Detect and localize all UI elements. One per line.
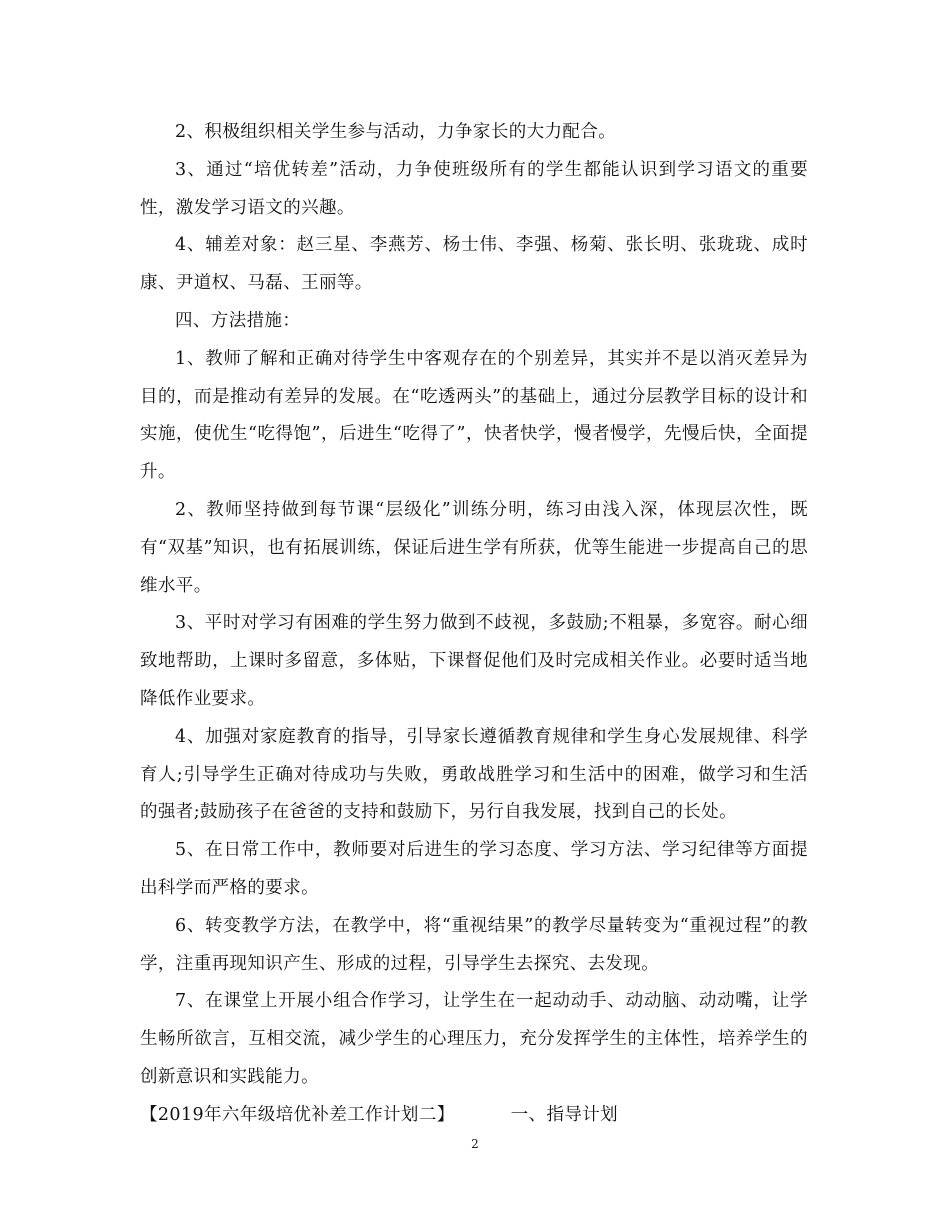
method-item-2: 2、教师坚持做到每节课“层级化”训练分明，练习由浅入深，体现层次性，既有“双基”知识，也有拓展训练，保证后进生学有所获，优等生能进一步提高自己的思维水平。 [140,499,808,596]
plan-two-subtitle: 一、指导计划 [510,1104,619,1125]
method-item-6: 6、转变教学方法，在教学中，将“重视结果”的教学尽量转变为“重视过程”的教学，注重再现知识产生、形成的过程，引导学生去探究、去发现。 [140,915,808,974]
paragraph-item-3: 3、通过“培优转差”活动，力争使班级所有的学生都能认识到学习语文的重要性，激发学习语文的兴趣。 [140,159,808,218]
method-item-3: 3、平时对学习有困难的学生努力做到不歧视，多鼓励;不粗暴，多宽容。耐心细致地帮助，上课时多留意，多体贴，下课督促他们及时完成相关作业。必要时适当地降低作业要求。 [140,613,808,709]
document-body [140,114,808,1135]
plan-two-heading-line [140,1097,808,1135]
method-item-5: 5、在日常工作中，教师要对后进生的学习态度、学习方法、学习纪律等方面提出科学而严格的要求。 [140,840,808,898]
page-number: 2 [471,1137,479,1151]
method-item-4: 4、加强对家庭教育的指导，引导家长遵循教育规律和学生身心发展规律、科学育人;引导学生正确对待成功与失败，勇敢战胜学习和生活中的困难，做学习和生活的强者;鼓励孩子在爸爸的支持和鼓励下，另行自我发展，找到自己的长处。 [140,726,808,823]
section-heading-methods: 四、方法措施： [175,310,301,331]
paragraph-item-4-targets: 4、辅差对象：赵三星、李燕芳、杨士伟、李强、杨菊、张长明、张珑珑、成时康、尹道权、马磊、王丽等。 [140,235,808,294]
method-item-7: 7、在课堂上开展小组合作学习，让学生在一起动动手、动动脑、动动嘴，让学生畅所欲言，互相交流，减少学生的心理压力，充分发挥学生的主体性，培养学生的创新意识和实践能力。 [140,991,808,1087]
paragraph-item-2: 2、积极组织相关学生参与活动，力争家长的大力配合。 [175,122,617,142]
method-item-1: 1、教师了解和正确对待学生中客观存在的个别差异，其实并不是以消灭差异为目的，而是推动有差异的发展。在“吃透两头”的基础上，通过分层教学目标的设计和实施，使优生“吃得饱”，后进生“吃得了”，快者快学，慢者慢学，先慢后快，全面提升。 [140,348,808,483]
plan-two-title: 【2019年六年级培优补差工作计划二】 [140,1104,455,1125]
